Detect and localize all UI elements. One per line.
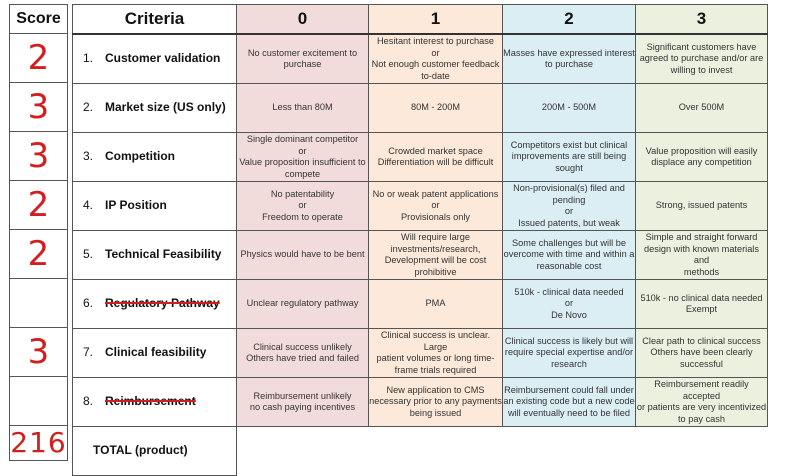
description-line: Clinical success unlikely — [253, 341, 352, 352]
description-line: Single dominant competitor — [246, 134, 359, 144]
criterion-label: Competition — [105, 149, 175, 164]
criterion-number: 2. — [83, 100, 94, 115]
level-2-description — [503, 84, 636, 133]
description-line: design with known materials and — [644, 243, 759, 265]
level-0-description — [237, 378, 369, 427]
criterion — [73, 247, 221, 261]
description-line: Over 500M — [678, 102, 725, 113]
level-2-description — [503, 133, 636, 182]
level-0-header: 0 — [237, 5, 369, 35]
description-line: Clinical success is unclear. Large — [380, 330, 491, 352]
description-line: or — [431, 200, 440, 211]
criterion — [73, 100, 226, 114]
description-line: Provisionals only — [401, 211, 470, 222]
criterion-number: 7. — [83, 345, 94, 360]
level-1-description — [369, 84, 503, 133]
description-line: compete — [284, 168, 321, 179]
description-line: Strong, issued patents — [655, 200, 748, 211]
description-line: displace any competition — [651, 157, 752, 167]
description-line: Less than 80M — [272, 102, 333, 113]
level-1-description — [369, 231, 503, 280]
level-1-description — [369, 34, 503, 84]
description-line: or — [431, 47, 440, 58]
level-1-description — [369, 182, 503, 231]
level-0-description — [237, 231, 369, 280]
description-line: research — [551, 358, 587, 369]
description-line: Reimbursement readily accepted — [654, 379, 749, 401]
level-0-description — [237, 329, 369, 378]
description-line: Others have been clearly — [650, 347, 753, 358]
description-line: agreed to purchase and/or are — [639, 53, 764, 64]
criterion-number: 6. — [83, 296, 94, 311]
description-line: No customer excitement to — [247, 47, 358, 58]
description-line: to-date — [421, 70, 450, 81]
level-0-description — [237, 84, 369, 133]
criterion-label: Clinical feasibility — [105, 345, 207, 360]
level-3-description — [636, 378, 768, 427]
level-3-description — [636, 329, 768, 378]
table-row — [73, 280, 768, 329]
criteria-header: Criteria — [73, 5, 237, 35]
description-line: Not enough customer feedback — [371, 59, 500, 69]
description-line: no cash paying incentives — [249, 402, 356, 412]
description-line: Issued patents, but weak — [518, 217, 620, 228]
level-2-description — [503, 329, 636, 378]
level-1-description — [369, 329, 503, 378]
score-value: 2 — [10, 230, 68, 279]
criterion-cell — [73, 231, 237, 280]
table-row — [73, 231, 768, 280]
score-column — [9, 4, 68, 461]
description-line: will eventually need to be filed — [507, 407, 631, 418]
criterion-label: Technical Feasibility — [105, 247, 222, 262]
criterion-cell — [73, 34, 237, 84]
criterion-cell — [73, 280, 237, 329]
criterion-label: Market size (US only) — [105, 100, 226, 115]
description-line: necessary prior to any payments — [369, 396, 502, 407]
score-value: 3 — [10, 83, 68, 132]
total-label: TOTAL (product) — [73, 427, 237, 476]
level-0-description — [237, 280, 369, 329]
empty-cell — [237, 427, 369, 476]
criterion-number: 5. — [83, 247, 94, 262]
level-1-header: 1 — [369, 5, 503, 35]
description-line: Significant customers have — [646, 41, 757, 52]
rubric-table — [72, 4, 768, 476]
description-line: Development will be cost — [384, 255, 487, 265]
struck-criterion — [73, 394, 196, 408]
description-line: methods — [683, 266, 720, 277]
description-line: Value proposition insufficient to — [239, 157, 366, 167]
level-0-description — [237, 133, 369, 182]
score-value: 2 — [10, 181, 68, 230]
description-line: Reimbursement could fall under — [504, 384, 634, 395]
level-1-description — [369, 378, 503, 427]
level-2-description — [503, 231, 636, 280]
score-value — [10, 377, 68, 426]
description-line: to pay cash — [678, 413, 725, 424]
description-line: or — [564, 298, 574, 309]
level-3-description — [636, 182, 768, 231]
criterion-number: 3. — [83, 149, 94, 164]
score-value — [10, 279, 68, 328]
table-row — [73, 34, 768, 84]
criterion — [73, 198, 167, 212]
criterion — [73, 345, 206, 359]
description-line: an existing code but a new code — [503, 396, 635, 407]
description-line: willing to invest — [670, 64, 733, 75]
description-line: Value proposition will easily — [645, 145, 758, 156]
criterion-cell — [73, 84, 237, 133]
description-line: Competitors exist but clinical — [510, 139, 628, 150]
description-line: Reimbursement unlikely — [253, 390, 352, 401]
criterion-label: IP Position — [105, 198, 167, 213]
description-line: overcome with time and within a — [503, 249, 635, 260]
description-line: PMA — [425, 298, 446, 309]
description-line: improvements are still being — [511, 151, 627, 162]
score-value: 3 — [10, 328, 68, 377]
level-0-description — [237, 182, 369, 231]
criterion — [73, 149, 175, 163]
description-line: patient volumes or long time- — [376, 353, 495, 363]
description-line: being issued — [409, 407, 462, 418]
description-line: investments/research, — [390, 243, 481, 254]
description-line: or — [298, 200, 307, 211]
description-line: prohibitive — [414, 266, 457, 277]
description-line: require special expertise and/or — [504, 347, 634, 358]
total-score: 216 — [10, 426, 67, 459]
level-3-description — [636, 84, 768, 133]
description-line: Exempt — [685, 304, 718, 314]
level-2-header: 2 — [503, 5, 636, 35]
criterion-number: 4. — [83, 198, 94, 213]
description-line: 80M - 200M — [410, 102, 461, 113]
level-1-description — [369, 133, 503, 182]
description-line: New application to CMS — [386, 384, 485, 395]
description-line: Non-provisional(s) filed and — [513, 183, 625, 193]
description-line: Some challenges but will be — [512, 237, 626, 248]
criterion-number: 1. — [83, 51, 94, 66]
description-line: 510k - clinical data needed — [514, 286, 624, 297]
score-value: 2 — [10, 34, 68, 83]
description-line: 200M - 500M — [541, 102, 597, 113]
description-line: Masses have expressed interest — [503, 47, 635, 58]
table-row — [73, 182, 768, 231]
table-row — [73, 133, 768, 182]
struck-criterion — [73, 296, 220, 310]
description-line: or — [564, 206, 574, 216]
description-line: Freedom to operate — [262, 211, 343, 222]
description-line: Crowded market space — [388, 145, 483, 156]
description-line: Differentiation will be difficult — [377, 157, 494, 167]
description-line: pending — [552, 194, 586, 205]
level-2-description — [503, 280, 636, 329]
level-3-description — [636, 34, 768, 84]
level-2-description — [503, 378, 636, 427]
description-line: purchase — [283, 59, 322, 69]
description-line: to purchase — [544, 59, 593, 69]
total-row — [73, 427, 768, 476]
table-row — [73, 378, 768, 427]
score-header: Score — [10, 5, 68, 34]
level-3-description — [636, 231, 768, 280]
empty-cell — [503, 427, 636, 476]
description-line: Clear path to clinical success — [642, 335, 761, 346]
header-row — [73, 5, 768, 35]
description-line: 510k - no clinical data needed — [640, 292, 763, 303]
description-line: Will require large — [401, 232, 470, 242]
level-3-header: 3 — [636, 5, 768, 35]
criterion-label: Regulatory Pathway — [105, 296, 220, 311]
criterion-label: Reimbursement — [105, 394, 196, 409]
level-3-description — [636, 280, 768, 329]
level-2-description — [503, 34, 636, 84]
description-line: No or weak patent applications — [372, 188, 499, 199]
score-value: 3 — [10, 132, 68, 181]
criterion-label: Customer validation — [105, 51, 221, 66]
description-line: Clinical success is likely but will — [504, 335, 634, 346]
level-0-description — [237, 34, 369, 84]
description-line: Physics would have to be bent — [240, 249, 365, 260]
description-line: Unclear regulatory pathway — [246, 298, 359, 309]
table-row — [73, 329, 768, 378]
description-line: sought — [555, 162, 583, 173]
description-line: Simple and straight forward — [645, 232, 758, 242]
table-row — [73, 84, 768, 133]
criterion-cell — [73, 133, 237, 182]
criterion — [73, 51, 220, 65]
criterion-cell — [73, 378, 237, 427]
description-line: Others have tried and failed — [246, 353, 359, 363]
description-line: No patentability — [270, 188, 335, 199]
description-line: reasonable cost — [536, 260, 602, 271]
description-line: or — [298, 145, 307, 156]
level-2-description — [503, 182, 636, 231]
description-line: or patients are very incentivized — [636, 402, 767, 412]
level-3-description — [636, 133, 768, 182]
description-line: successful — [680, 358, 723, 369]
description-line: De Novo — [551, 309, 587, 320]
description-line: frame trials required — [394, 364, 477, 375]
description-line: Hesitant interest to purchase — [377, 36, 494, 46]
level-1-description — [369, 280, 503, 329]
criterion-number: 8. — [83, 394, 94, 409]
criterion-cell — [73, 182, 237, 231]
empty-cell — [369, 427, 503, 476]
criterion-cell — [73, 329, 237, 378]
empty-cell — [636, 427, 768, 476]
